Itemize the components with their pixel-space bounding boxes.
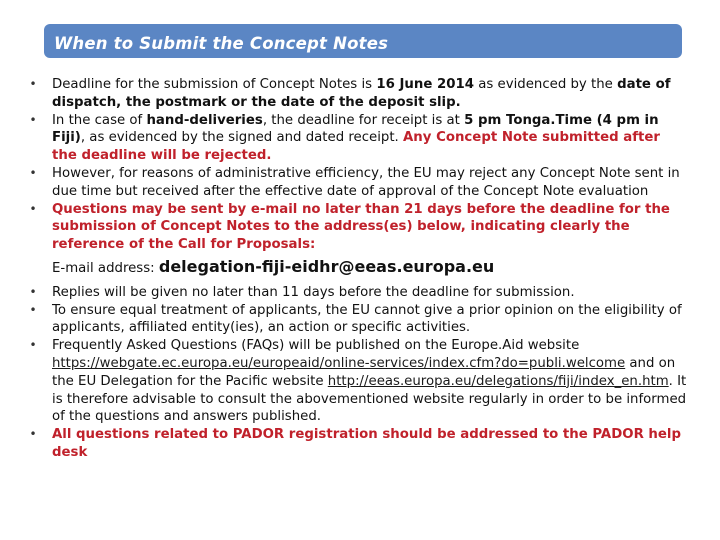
- page-title: When to Submit the Concept Notes: [54, 34, 389, 53]
- bullet-hand-deliveries: • In the case of hand-deliveries, the deadline for receipt is at 5 pm Tonga.Time (4 pm in Fiji), as evidenced by the signed and dated receipt. Any Concept Note submitted after the deadline will be rejected.: [29, 112, 660, 164]
- bullet-dot: •: [29, 112, 37, 127]
- europeaid-link[interactable]: https://webgate.ec.europa.eu/europeaid/online-services/index.cfm?do=publi.welcome: [52, 355, 626, 371]
- email-row: [28, 258, 688, 278]
- bullet-dot: •: [29, 338, 37, 353]
- bullet-questions-by-email: • Questions may be sent by e-mail no later than 21 days before the deadline for the submission of Concept Notes to the address(es) below, indicating clearly the reference of the Call for Proposals:: [29, 201, 670, 253]
- bullet-dot: •: [29, 77, 37, 91]
- eu-delegation-link[interactable]: http://eeas.europa.eu/delegations/fiji/index_en.htm: [327, 373, 669, 389]
- bullet-dot: •: [29, 427, 37, 442]
- bullet-pador: • All questions related to PADOR registration should be addressed to the PADOR help desk: [29, 427, 681, 460]
- bullet-deadline: • Deadline for the submission of Concept Notes is 16 June 2014 as evidenced by the date of dispatch, the postmark or the date of the deposit slip.: [29, 77, 671, 110]
- email-label: E-mail address:: [52, 260, 159, 276]
- bullet-list: [28, 76, 688, 462]
- bullet-replies: • Replies will be given no later than 11 days before the deadline for submission.: [29, 284, 575, 300]
- bullet-faqs: • Frequently Asked Questions (FAQs) will be published on the Europe.Aid website https://webgate.ec.europa.eu/europeaid/online-services/index.cfm?do=publi.welcome and on the EU Delegation for the Pacific website http://eeas.europa.eu/delegations/fiji/index_en.htm. It is therefore advisable to consult the abovementioned website regularly in order to be informed of the questions and answers published.: [29, 338, 687, 425]
- bullet-administrative-efficiency: • However, for reasons of administrative efficiency, the EU may reject any Concept Note sent in due time but received after the effective date of approval of the Concept Note evaluation: [29, 165, 680, 199]
- bullet-dot: •: [29, 302, 37, 317]
- bullet-dot: •: [29, 284, 37, 299]
- bullet-dot: •: [29, 201, 37, 216]
- bullet-equal-treatment: • To ensure equal treatment of applicants, the EU cannot give a prior opinion on the eligibility of applicants, affiliated entity(ies), an action or specific activities.: [29, 302, 682, 336]
- bullet-dot: •: [29, 165, 37, 180]
- email-address[interactable]: delegation-fiji-eidhr@eeas.europa.eu: [158, 256, 495, 276]
- title-banner: [44, 24, 682, 58]
